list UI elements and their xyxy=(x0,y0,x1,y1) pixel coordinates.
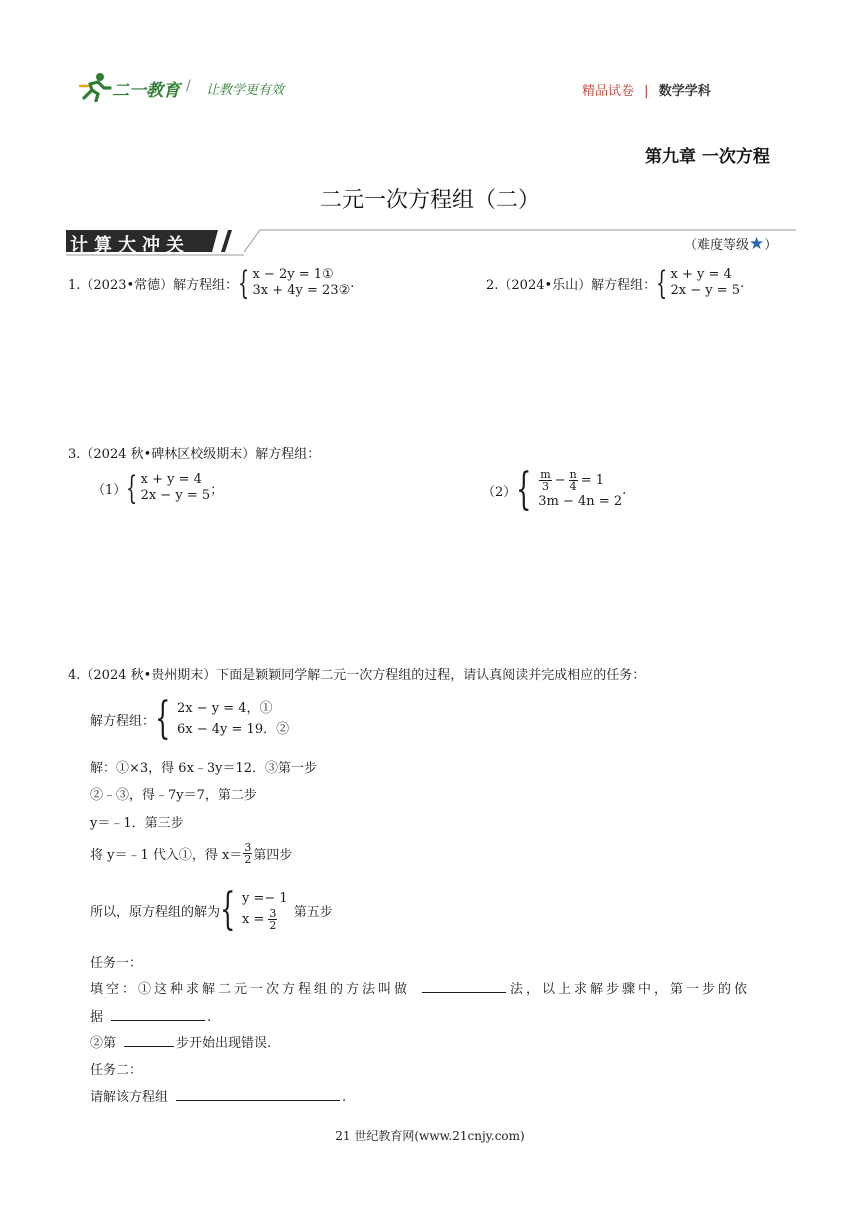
equation-list xyxy=(538,469,622,511)
question-2 xyxy=(486,264,745,302)
brand-slash: / xyxy=(186,78,191,94)
part-2-end: . xyxy=(622,482,627,498)
fraction-n-4: $\frac{n}{4}$ xyxy=(569,468,577,493)
chapter-heading: 第九章 一次方程 xyxy=(645,147,770,167)
question-1-label: 1.（2023•常德）解方程组： xyxy=(68,277,239,293)
page-footer: 21 世纪教育网(www.21cnjy.com) xyxy=(335,1129,525,1143)
difficulty xyxy=(684,234,777,254)
equation-2: 3x + 4y = 23② xyxy=(252,283,351,298)
q4-system-eqs xyxy=(155,693,290,744)
question-1-end: . xyxy=(350,275,355,291)
difficulty-label: （难度等级 xyxy=(684,238,750,253)
brace-icon: { xyxy=(656,264,668,302)
question-2-label: 2.（2024•乐山）解方程组： xyxy=(486,277,657,293)
fill-line-1: 填空：①这种求解二元一次方程组的方法叫做 法，以上求解步骤中，第一步的依 xyxy=(90,982,751,997)
blank-method[interactable] xyxy=(422,992,506,993)
runner-logo-icon xyxy=(78,72,112,102)
blank-solution[interactable] xyxy=(176,1100,340,1101)
brand-slogan: 让教学更有效 xyxy=(206,83,285,98)
fill-line-3: ②第 步开始出现错误. xyxy=(90,1036,272,1051)
brace-icon: { xyxy=(126,469,138,507)
equation-1: y =− 1 xyxy=(242,891,288,906)
part-1-end: ； xyxy=(210,482,224,498)
brand-name: 二一教育 xyxy=(112,81,180,101)
brace-icon: { xyxy=(516,464,532,515)
brace-icon: { xyxy=(155,693,171,744)
difficulty-close: ） xyxy=(764,238,778,253)
fill-line-2: 据 . xyxy=(90,1010,212,1025)
blank-basis[interactable] xyxy=(111,1020,205,1021)
question-3-part-1 xyxy=(92,469,224,507)
fraction-3-2: $\frac{3}{2}$ xyxy=(244,841,252,866)
question-3-label: 3.（2024 秋•碑林区校级期末）解方程组： xyxy=(68,447,321,462)
tag-separator: | xyxy=(644,84,649,99)
brace-icon: { xyxy=(220,884,236,935)
equation-1: x + y = 4 xyxy=(670,267,732,282)
part-2-label: （2） xyxy=(482,484,517,500)
question-3-part-2 xyxy=(482,464,627,515)
task-2-title: 任务二： xyxy=(90,1063,143,1078)
equation-1: $\frac{m}{3}$ − $\frac{n}{4}$ = 1 xyxy=(540,468,605,493)
equation-list xyxy=(253,267,351,299)
equation-1: x + y = 4 xyxy=(140,472,202,487)
question-2-end: . xyxy=(740,275,745,291)
tag-premium: 精品试卷 xyxy=(582,84,635,99)
question-2-system xyxy=(656,264,741,302)
equation-list xyxy=(141,472,211,504)
header-tags xyxy=(582,80,711,99)
equation-1: 2x − y = 4，① xyxy=(177,701,273,716)
task-1-title: 任务一： xyxy=(90,956,143,971)
fraction-3-2: $\frac{3}{2}$ xyxy=(269,907,277,932)
brace-icon: { xyxy=(238,264,250,302)
part-1-label: （1） xyxy=(92,482,127,498)
equation-list xyxy=(671,267,741,299)
step-5: 所以，原方程组的解为 { y =− 1 x = $\frac{3}{2}$ 第五步 xyxy=(90,884,333,935)
q4-system xyxy=(90,693,290,744)
fraction-m-3: $\frac{m}{3}$ xyxy=(540,468,551,493)
step-3: y＝﹣1．第三步 xyxy=(90,816,184,831)
page-title: 二元一次方程组（二） xyxy=(319,188,540,213)
question-4-label: 4.（2024 秋•贵州期末）下面是颖颖同学解二元一次方程组的过程，请认真阅读并完成相应的任务： xyxy=(68,668,646,683)
question-1 xyxy=(68,264,355,302)
equation-2: 2x − y = 5 xyxy=(140,488,211,503)
equation-2: 2x − y = 5 xyxy=(670,283,741,298)
solution-system xyxy=(220,884,288,935)
question-1-system xyxy=(238,264,351,302)
step-4: 将 y＝﹣1 代入①，得 x＝ $\frac{3}{2}$ 第四步 xyxy=(90,841,293,866)
blank-step[interactable] xyxy=(124,1046,174,1047)
tag-subject: 数学学科 xyxy=(658,84,711,99)
equation-1: x − 2y = 1① xyxy=(252,267,334,282)
section-label: 计算大冲关 xyxy=(70,235,190,256)
step-1: 解：①×3，得 6x﹣3y＝12．③第一步 xyxy=(90,761,318,776)
system-label: 解方程组： xyxy=(90,713,156,729)
task-2-line: 请解该方程组 . xyxy=(90,1090,347,1105)
part-2-system xyxy=(516,464,623,515)
equation-list xyxy=(177,698,289,740)
equation-2: 3m − 4n = 2 xyxy=(538,494,623,509)
header-logo xyxy=(78,70,318,106)
star-icon: ★ xyxy=(749,234,765,254)
part-1-system xyxy=(126,469,211,507)
equation-2: 6x − 4y = 19．② xyxy=(177,722,290,737)
equation-list xyxy=(242,889,288,931)
step-2: ②﹣③，得﹣7y＝7，第二步 xyxy=(90,788,257,803)
equation-2: x = $\frac{3}{2}$ xyxy=(242,907,277,932)
